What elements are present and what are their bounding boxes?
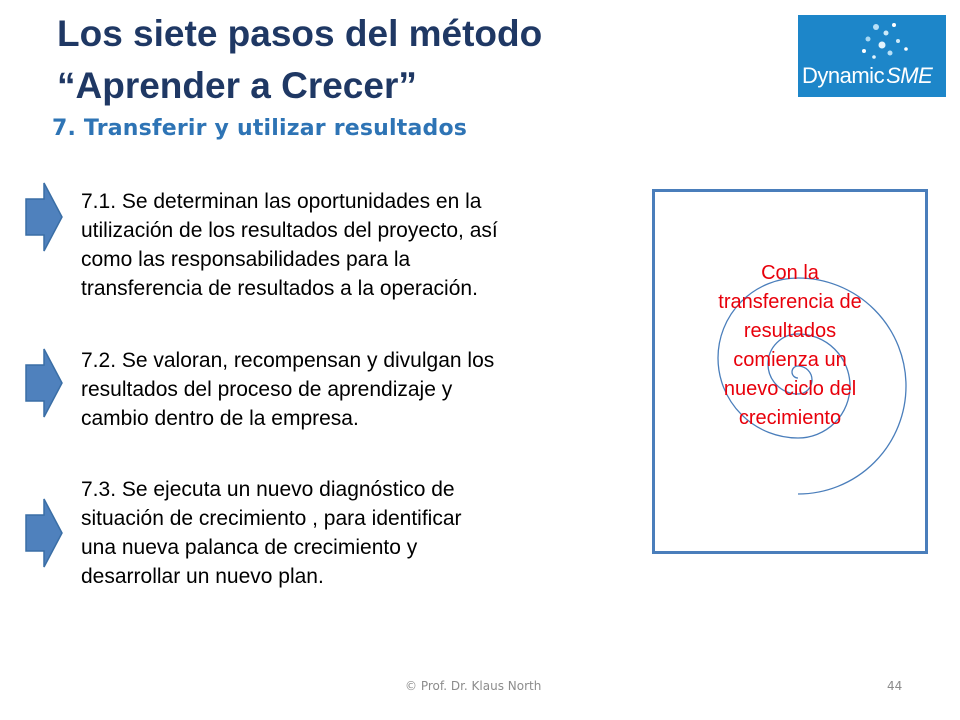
step-3-line: situación de crecimiento , para identificar xyxy=(81,507,462,530)
spiral-caption-line: nuevo ciclo del xyxy=(723,378,857,400)
step-1-arrow-icon xyxy=(24,181,64,253)
title-line-1: Los siete pasos del método xyxy=(57,13,543,54)
step-2-line: resultados del proceso de aprendizaje y xyxy=(81,378,453,401)
step-2-arrow-icon xyxy=(24,347,64,419)
title-line-2: “Aprender a Crecer” xyxy=(57,65,417,106)
slide-title xyxy=(57,8,777,112)
step-3-arrow-icon xyxy=(24,497,64,569)
step-1-line: 7.1. Se determinan las oportunidades en la xyxy=(81,190,482,213)
step-1-line: transferencia de resultados a la operación. xyxy=(81,277,478,300)
step-2-text xyxy=(81,346,626,433)
step-3-line: 7.3. Se ejecuta un nuevo diagnóstico de xyxy=(81,478,455,501)
footer-copyright: © Prof. Dr. Klaus North xyxy=(405,679,542,693)
spiral-caption-line: Con la xyxy=(761,262,819,284)
spiral-caption-line: resultados xyxy=(743,320,837,342)
step-3-text xyxy=(81,475,626,591)
step-1-line: como las responsabilidades para la xyxy=(81,248,411,271)
page-number: 44 xyxy=(887,679,903,693)
slide-subtitle: 7. Transferir y utilizar resultados xyxy=(52,116,468,141)
step-2-line: cambio dentro de la empresa. xyxy=(81,407,359,430)
spiral-diagram xyxy=(652,189,928,554)
spiral-caption-line: comienza un xyxy=(733,349,847,371)
step-3-line: desarrollar un nuevo plan. xyxy=(81,565,324,588)
spiral-caption-line: transferencia de xyxy=(718,291,862,313)
step-1-text xyxy=(81,187,626,303)
step-3-line: una nueva palanca de crecimiento y xyxy=(81,536,418,559)
logo-text-dynamic: Dynamic xyxy=(802,63,885,88)
dynamic-sme-logo xyxy=(798,15,946,97)
spiral-caption-line: crecimiento xyxy=(738,407,842,429)
logo-text-sme: SME xyxy=(886,63,933,88)
step-1-line: utilización de los resultados del proyecto, así xyxy=(81,219,498,242)
step-2-line: 7.2. Se valoran, recompensan y divulgan los xyxy=(81,349,495,372)
spiral-caption xyxy=(655,259,925,433)
